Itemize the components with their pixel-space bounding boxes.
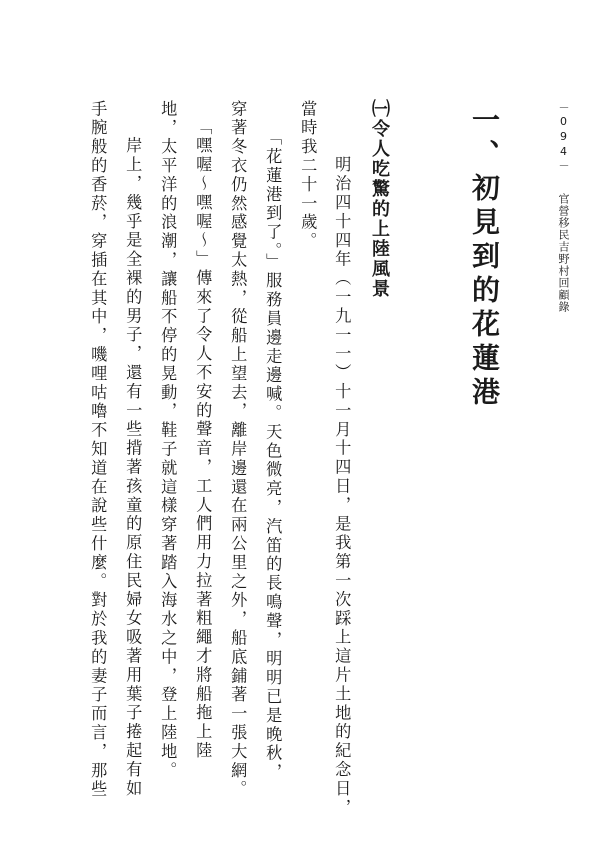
- body-line-2: 當時我二十一歲。: [298, 100, 318, 252]
- body-line-8: 手腕般的香菸，穿插在其中，嘰哩咕嚕不知道在說些什麼。對於我的妻子而言，那些: [88, 100, 108, 800]
- body-line-1: 明治四十四年（一九一一）十一月十四日，是我第一次踩上這片土地的紀念日，: [332, 137, 352, 818]
- body-line-5: 「嘿喔～嘿喔～」傳來了令人不安的聲音，工人們用力拉著粗繩才將船拖上陸: [193, 118, 213, 761]
- running-header: [558, 193, 585, 313]
- page-number: －094－: [557, 102, 570, 173]
- section-heading: ㈠令人吃驚的上陸風景: [369, 99, 390, 299]
- body-line-4: 穿著冬衣仍然感覺太熱，從船上望去，離岸邊還在兩公里之外，船底鋪著一張大網。: [228, 100, 248, 800]
- body-line-7: 岸上，幾乎是全裸的男子，還有一些揹著孩童的原住民婦女吸著用葉子捲起有如: [123, 118, 143, 799]
- running-header-book-title: 官營移民: [557, 193, 570, 241]
- body-line-6: 地，太平洋的浪潮，讓船不停的晃動，鞋子就這樣穿著踏入海水之中，登上陸地。: [158, 100, 178, 781]
- chapter-title: 一、初見到的花蓮港: [468, 105, 501, 411]
- running-header-author: 吉野村回顧錄: [557, 241, 570, 313]
- body-line-3: 「花蓮港到了。」服務員邊走邊喊。天色微亮，汽笛的長鳴聲，明明已是晚秋，: [263, 118, 283, 783]
